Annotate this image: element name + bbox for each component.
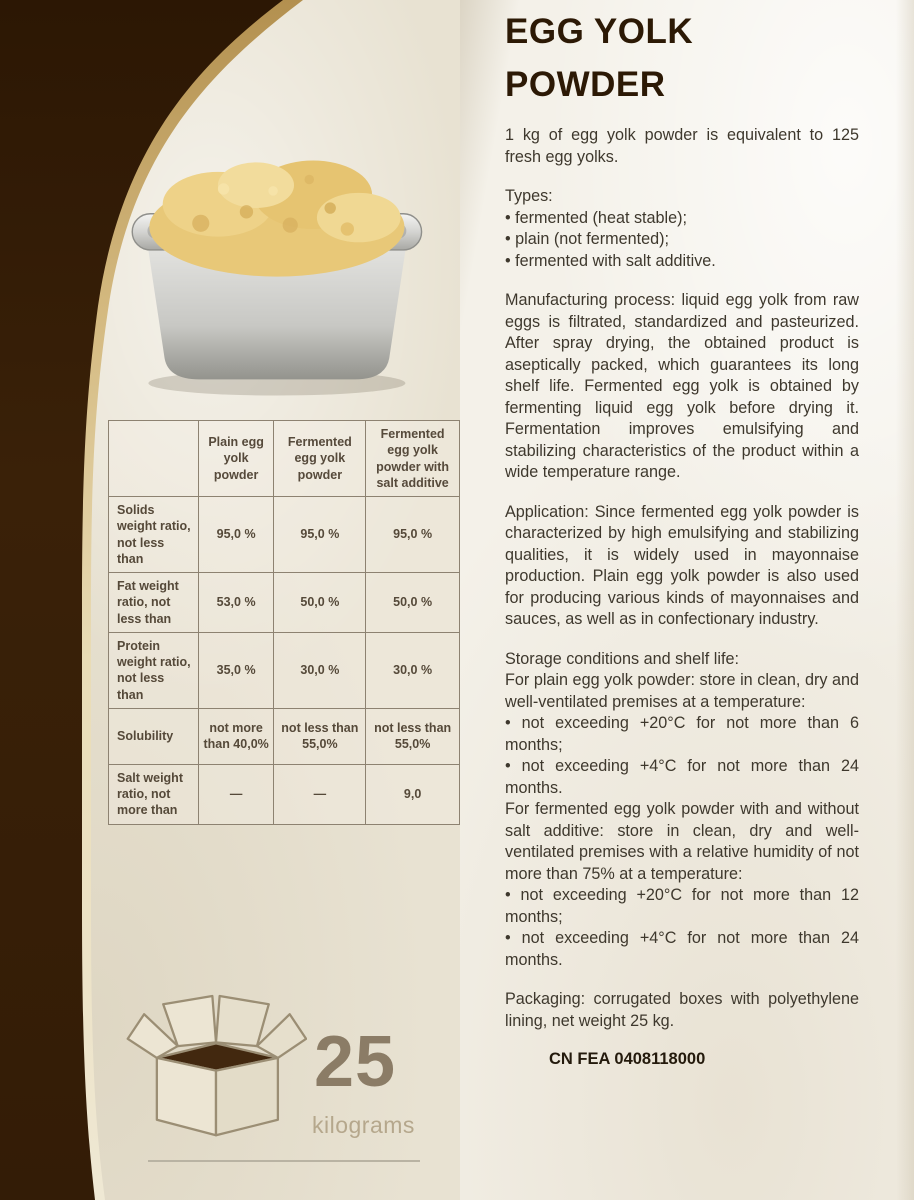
row-label: Fat weight ratio, not less than bbox=[109, 573, 199, 633]
table-cell: 50,0 % bbox=[274, 573, 366, 633]
table-row-solids bbox=[109, 497, 460, 573]
powder-mound bbox=[149, 160, 404, 276]
application-text: Application: Since fermented egg yolk powder is characterized by high emulsifying and stabilizing qualities, it is widely used in mayonnaise production. Plain egg yolk powder is also used for producing various kinds of mayonnaises and sauces, as well as in confectionary industry. bbox=[505, 502, 859, 628]
row-label: Salt weight ratio, not more than bbox=[109, 764, 199, 824]
open-box-icon bbox=[125, 986, 307, 1148]
row-label: Solubility bbox=[109, 708, 199, 764]
types-heading: Types: bbox=[505, 187, 553, 205]
table-cell: — bbox=[274, 764, 366, 824]
storage-bullet: • not exceeding +4°C for not more than 24 months. bbox=[505, 757, 859, 797]
storage-heading: Storage conditions and shelf life: bbox=[505, 649, 739, 668]
types-block bbox=[505, 186, 859, 272]
box-face-right bbox=[216, 1058, 278, 1135]
table-cell: not less than 55,0% bbox=[274, 708, 366, 764]
bottom-divider-line bbox=[148, 1160, 420, 1162]
table-cell: 35,0 % bbox=[198, 632, 274, 708]
right-text-column bbox=[505, 6, 859, 1069]
box-flap-back-right bbox=[216, 996, 269, 1046]
table-cell: 9,0 bbox=[366, 764, 460, 824]
table-header-row bbox=[109, 421, 460, 497]
table-cell: 95,0 % bbox=[274, 497, 366, 573]
table-cell: not less than 55,0% bbox=[366, 708, 460, 764]
type-item: • fermented (heat stable); bbox=[505, 208, 688, 227]
table-cell: 30,0 % bbox=[274, 632, 366, 708]
table-row-fat bbox=[109, 573, 460, 633]
storage-bullet: • not exceeding +20°C for not more than 12 months; bbox=[505, 886, 859, 926]
table-cell: 30,0 % bbox=[366, 632, 460, 708]
storage-bullet: • not exceeding +4°C for not more than 24 months. bbox=[505, 929, 859, 969]
product-image-egg-yolk-powder-tray bbox=[112, 130, 438, 406]
storage-bullet: • not exceeding +20°C for not more than 6 months; bbox=[505, 714, 859, 754]
table-cell: 95,0 % bbox=[366, 497, 460, 573]
table-row-protein bbox=[109, 632, 460, 708]
spec-table-wrap bbox=[108, 420, 460, 825]
table-cell: — bbox=[198, 764, 274, 824]
spec-table bbox=[108, 420, 460, 825]
manufacturing-text: Manufacturing process: liquid egg yolk from raw eggs is filtrated, standardized and pasteurized. After spray drying, the obtained product is aseptically packed, which guarantees its long shelf life. Fermented egg yolk is obtained by fermenting liquid egg yolk before drying it. Fermentation improves emulsifying and stabilizing characteristics of the product within a wide temperature range. bbox=[505, 291, 859, 481]
intro-text: 1 kg of egg yolk powder is equivalent to 125 fresh egg yolks. bbox=[505, 126, 859, 166]
net-weight-unit: kilograms bbox=[312, 1112, 415, 1138]
box-face-left bbox=[157, 1058, 216, 1135]
type-item: • fermented with salt additive. bbox=[505, 251, 716, 270]
type-item: • plain (not fermented); bbox=[505, 230, 670, 248]
table-cell: 53,0 % bbox=[198, 573, 274, 633]
table-header-fermented-salt: Fermented egg yolk powder with salt additive bbox=[366, 421, 460, 497]
row-label: Solids weight ratio, not less than bbox=[109, 497, 199, 573]
storage-block bbox=[505, 649, 859, 972]
storage-fermented-text: For fermented egg yolk powder with and without salt additive: store in clean, dry and well-ventilated premises with a relative humidity of not more than 75% at a temperature: bbox=[505, 800, 859, 883]
row-label: Protein weight ratio, not less than bbox=[109, 632, 199, 708]
packaging-text: Packaging: corrugated boxes with polyethylene lining, net weight 25 kg. bbox=[505, 990, 859, 1030]
table-cell: not more than 40,0% bbox=[198, 708, 274, 764]
table-row-solubility bbox=[109, 708, 460, 764]
cn-fea-code: CN FEA 0408118000 bbox=[549, 1050, 706, 1068]
net-weight-number: 25 bbox=[314, 1022, 397, 1102]
table-cell: 95,0 % bbox=[198, 497, 274, 573]
table-header-plain: Plain egg yolk powder bbox=[198, 421, 274, 497]
table-header-empty bbox=[109, 421, 199, 497]
storage-plain-text: For plain egg yolk powder: store in clean, dry and well-ventilated premises at a temperature: bbox=[505, 671, 859, 711]
page-title: EGG YOLK POWDER bbox=[505, 12, 694, 104]
table-header-fermented: Fermented egg yolk powder bbox=[274, 421, 366, 497]
table-cell: 50,0 % bbox=[366, 573, 460, 633]
table-row-salt bbox=[109, 764, 460, 824]
